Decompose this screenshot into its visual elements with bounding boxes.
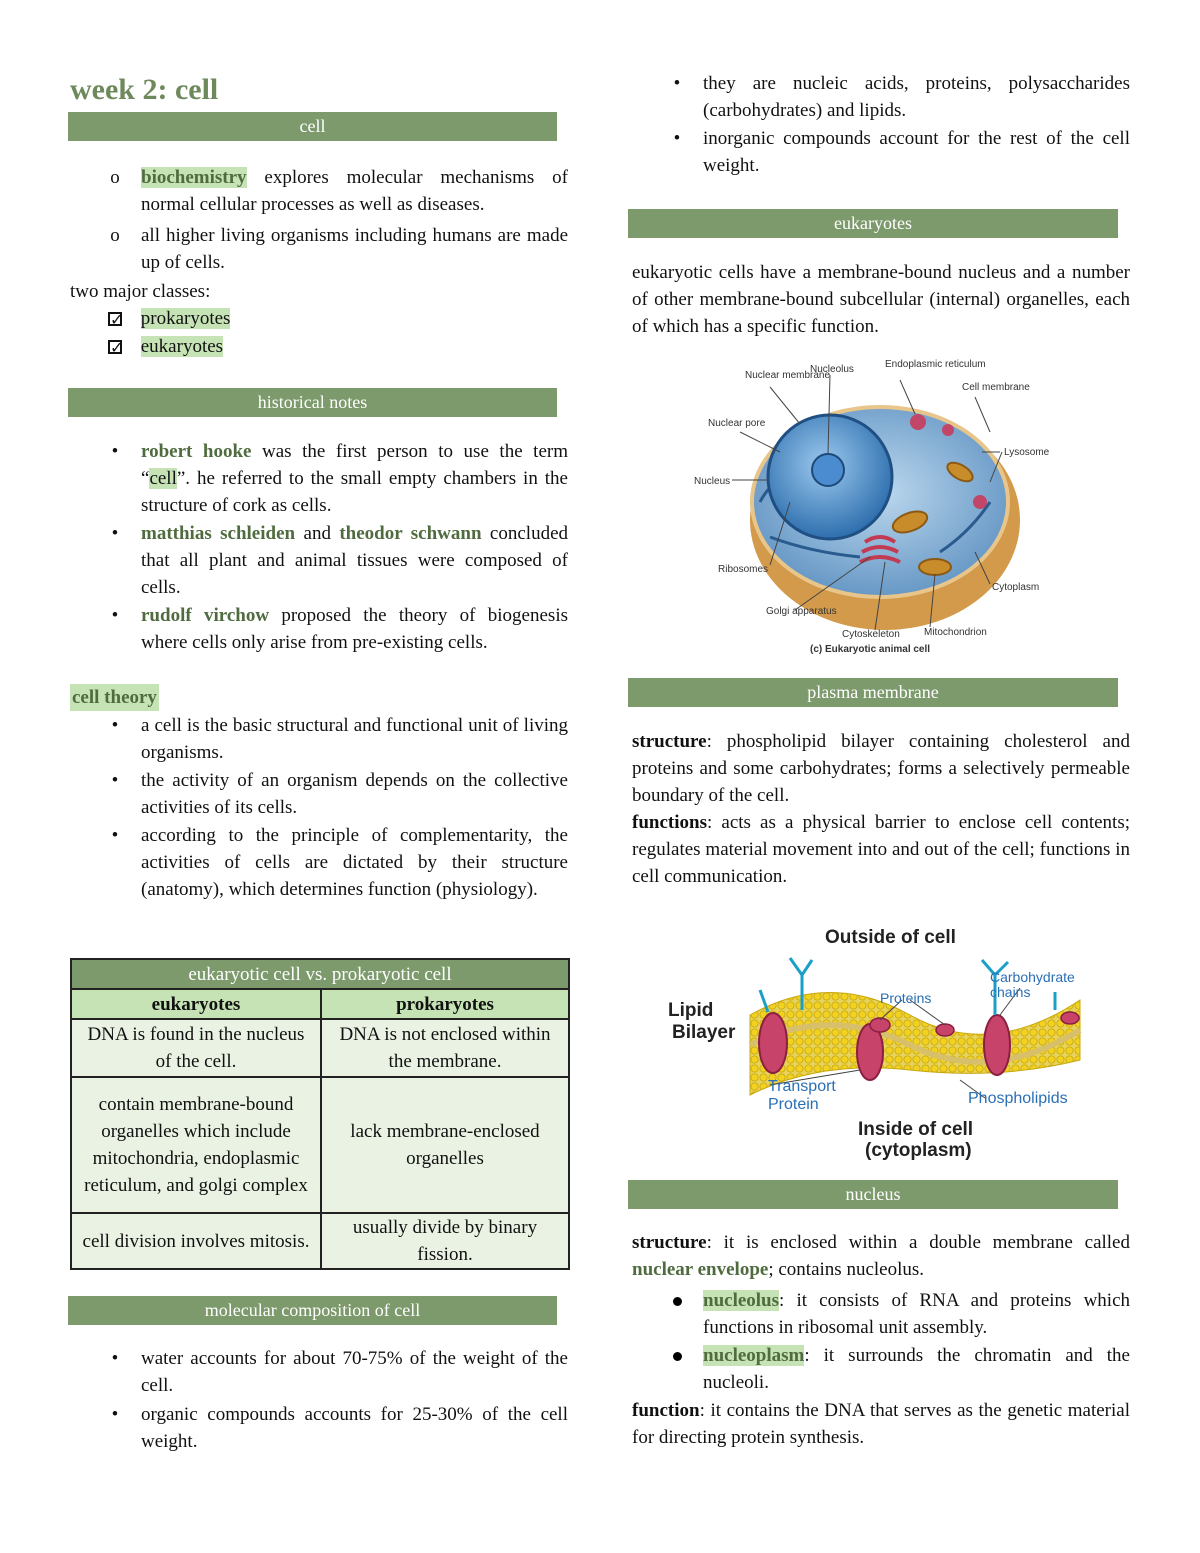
page-title: week 2: cell <box>70 73 219 106</box>
paragraph-text: : it contains the DNA that serves as the genetic material for directing protein synthesis. <box>632 1400 1130 1448</box>
list-item <box>111 520 569 601</box>
list-item-text: proposed the theory of biogenesis where cells only arise from pre-existing cells. <box>141 605 568 653</box>
bullet-marker: o <box>110 225 120 246</box>
list-item-text: concluded that all plant and animal tissues were composed of cells. <box>141 523 569 598</box>
list-item <box>703 1342 1130 1396</box>
diagram-label: Nuclear pore <box>708 418 766 429</box>
list-item <box>111 822 568 903</box>
diagram-caption: (c) Eukaryotic animal cell <box>810 644 931 655</box>
checkbox-icon <box>108 312 122 326</box>
list-item-text: according to the principle of complementarity, the activities of cells are dictated by their structure (anatomy), which determines function (physiology). <box>141 825 568 900</box>
nucleolus-shape <box>812 454 844 486</box>
structure-label: structure <box>632 1232 707 1253</box>
person-name: matthias schleiden <box>141 523 296 544</box>
list-item-text: all higher living organisms including humans are made up of cells. <box>141 225 568 273</box>
diagram-label: Cell membrane <box>962 382 1030 393</box>
bullet-icon <box>667 1287 687 1314</box>
list-item <box>111 712 568 766</box>
diagram-label: Carbohydrate <box>990 969 1075 985</box>
bullet-icon <box>667 1342 687 1369</box>
person-name: robert hooke <box>141 441 252 462</box>
section-header-molecular: molecular composition of cell <box>68 1296 557 1325</box>
section-header-nucleus: nucleus <box>628 1180 1118 1209</box>
table-cell: DNA is found in the nucleus of the cell. <box>71 1019 321 1077</box>
paragraph-text: : phospholipid bilayer containing cholesterol and proteins and some carbohydrates; forms a selectively permeable boundary of the cell. <box>632 731 1130 806</box>
table-header-row <box>71 989 569 1019</box>
table-row <box>71 1213 569 1269</box>
list-item <box>110 164 568 218</box>
list-item-text: explores molecular mechanisms of normal cellular processes as well as diseases. <box>141 167 568 215</box>
diagram-label: (cytoplasm) <box>865 1140 972 1161</box>
diagram-label: chains <box>990 984 1031 1000</box>
list-item-text: and <box>295 523 340 544</box>
table-row <box>71 1019 569 1077</box>
diagram-label: Phospholipids <box>968 1090 1068 1107</box>
diagram-label: Proteins <box>880 990 932 1006</box>
bullet-icon: • <box>111 1404 119 1425</box>
diagram-label: Inside of cell <box>858 1119 974 1140</box>
plasma-functions-paragraph <box>632 809 1130 890</box>
diagram-label: Transport <box>768 1078 836 1095</box>
diagram-label: Nucleolus <box>810 364 854 375</box>
list-item <box>110 222 568 276</box>
list-item-text: : it surrounds the chromatin and the nucleoli. <box>703 1345 1130 1393</box>
section-header-eukaryotes: eukaryotes <box>628 209 1118 238</box>
table-cell: usually divide by binary fission. <box>321 1213 569 1269</box>
diagram-label: Mitochondrion <box>924 627 987 638</box>
bullet-icon: • <box>111 441 119 462</box>
diagram-label: Nuclear membrane <box>745 370 831 381</box>
table-row <box>71 1077 569 1213</box>
classes-label: two major classes: <box>70 281 211 302</box>
function-label: function <box>632 1400 700 1421</box>
cell-theory-label: cell theory <box>70 684 159 711</box>
nucleus-function-paragraph <box>632 1397 1130 1451</box>
list-item-text: ”. he referred to the small empty chambers in the structure of cork as cells. <box>141 468 568 516</box>
column-header: prokaryotes <box>321 989 569 1019</box>
class-label: eukaryotes <box>140 336 224 357</box>
list-item-text: inorganic compounds account for the rest of the cell weight. <box>703 128 1130 176</box>
list-item <box>673 70 1130 124</box>
list-item <box>673 125 1130 179</box>
class-label: prokaryotes <box>140 308 231 329</box>
diagram-label: Endoplasmic reticulum <box>885 359 986 370</box>
section-header-historical: historical notes <box>68 388 557 417</box>
table-cell: cell division involves mitosis. <box>71 1213 321 1269</box>
table-title: eukaryotic cell vs. prokaryotic cell <box>71 959 569 989</box>
protein-shape <box>759 1013 787 1073</box>
highlight-term: cell <box>149 468 177 489</box>
paragraph-text: : acts as a physical barrier to enclose cell contents; regulates material movement into and out of the cell; functions in cell communication. <box>632 812 1130 887</box>
paragraph-text: ; contains nucleolus. <box>768 1259 925 1280</box>
paragraph-text: : it is enclosed within a double membrane called <box>706 1232 1130 1253</box>
list-item-text: they are nucleic acids, proteins, polysaccharides (carbohydrates) and lipids. <box>703 73 1130 121</box>
diagram-label: Golgi apparatus <box>766 606 837 617</box>
diagram-label: Cytoskeleton <box>842 629 900 640</box>
column-header: eukaryotes <box>71 989 321 1019</box>
diagram-label: Protein <box>768 1096 819 1113</box>
nucleus-structure-paragraph <box>632 1229 1130 1283</box>
list-item-text: the activity of an organism depends on the collective activities of its cells. <box>141 770 568 818</box>
list-item-text: : it consists of RNA and proteins which functions in ribosomal unit assembly. <box>703 1290 1130 1338</box>
diagram-label: Ribosomes <box>718 564 769 575</box>
diagram-label: Nucleus <box>694 476 731 487</box>
bullet-icon: • <box>111 825 119 846</box>
list-item-text: a cell is the basic structural and functional unit of living organisms. <box>141 715 568 763</box>
bullet-icon: • <box>111 715 119 736</box>
eukaryotic-cell-diagram <box>690 352 1070 658</box>
section-header-plasma: plasma membrane <box>628 678 1118 707</box>
checkbox-icon <box>108 340 122 354</box>
structure-label: structure <box>632 731 707 752</box>
list-item-text: organic compounds accounts for 25-30% of the cell weight. <box>141 1404 568 1452</box>
diagram-label: Cytoplasm <box>992 582 1040 593</box>
highlight-term: nucleoplasm <box>703 1345 805 1366</box>
table-cell: contain membrane-bound organelles which include mitochondria, endoplasmic reticulum, and golgi complex <box>71 1077 321 1213</box>
bullet-icon: • <box>111 523 119 544</box>
person-name: rudolf virchow <box>141 605 270 626</box>
bullet-icon: • <box>111 605 119 626</box>
person-name: theodor schwann <box>339 523 482 544</box>
list-item <box>111 767 568 821</box>
comparison-table <box>70 958 570 1270</box>
bullet-icon: • <box>111 770 119 791</box>
table-title-row <box>71 959 569 989</box>
list-item <box>111 438 568 519</box>
list-item <box>111 1345 568 1399</box>
bullet-icon: • <box>673 73 681 94</box>
diagram-label: Bilayer <box>672 1022 736 1043</box>
table-cell: lack membrane-enclosed organelles <box>321 1077 569 1213</box>
plasma-membrane-diagram <box>660 920 1090 1165</box>
bullet-icon: • <box>673 128 681 149</box>
highlight-term: nuclear envelope <box>632 1259 769 1280</box>
section-header-cell: cell <box>68 112 557 141</box>
diagram-label: Lysosome <box>1004 447 1050 458</box>
list-item-text: water accounts for about 70-75% of the weight of the cell. <box>141 1348 568 1396</box>
highlight-term: nucleolus <box>703 1290 780 1311</box>
diagram-label: Lipid <box>668 1000 714 1021</box>
eukaryotes-paragraph: eukaryotic cells have a membrane-bound nucleus and a number of other membrane-bound subcellular (internal) organelles, each of which has a specific function. <box>632 262 1130 337</box>
bullet-marker: o <box>110 167 120 188</box>
highlight-term: biochemistry <box>141 167 247 188</box>
diagram-label: Outside of cell <box>825 927 956 948</box>
checklist-item <box>108 305 230 332</box>
bullet-icon: • <box>111 1348 119 1369</box>
table-cell: DNA is not enclosed within the membrane. <box>321 1019 569 1077</box>
functions-label: functions <box>632 812 707 833</box>
plasma-structure-paragraph <box>632 728 1130 809</box>
list-item <box>111 1401 568 1455</box>
list-item <box>111 602 568 656</box>
checklist-item <box>108 333 223 360</box>
list-item-text: was the first person to use the term “ <box>141 441 568 489</box>
list-item <box>703 1287 1130 1341</box>
